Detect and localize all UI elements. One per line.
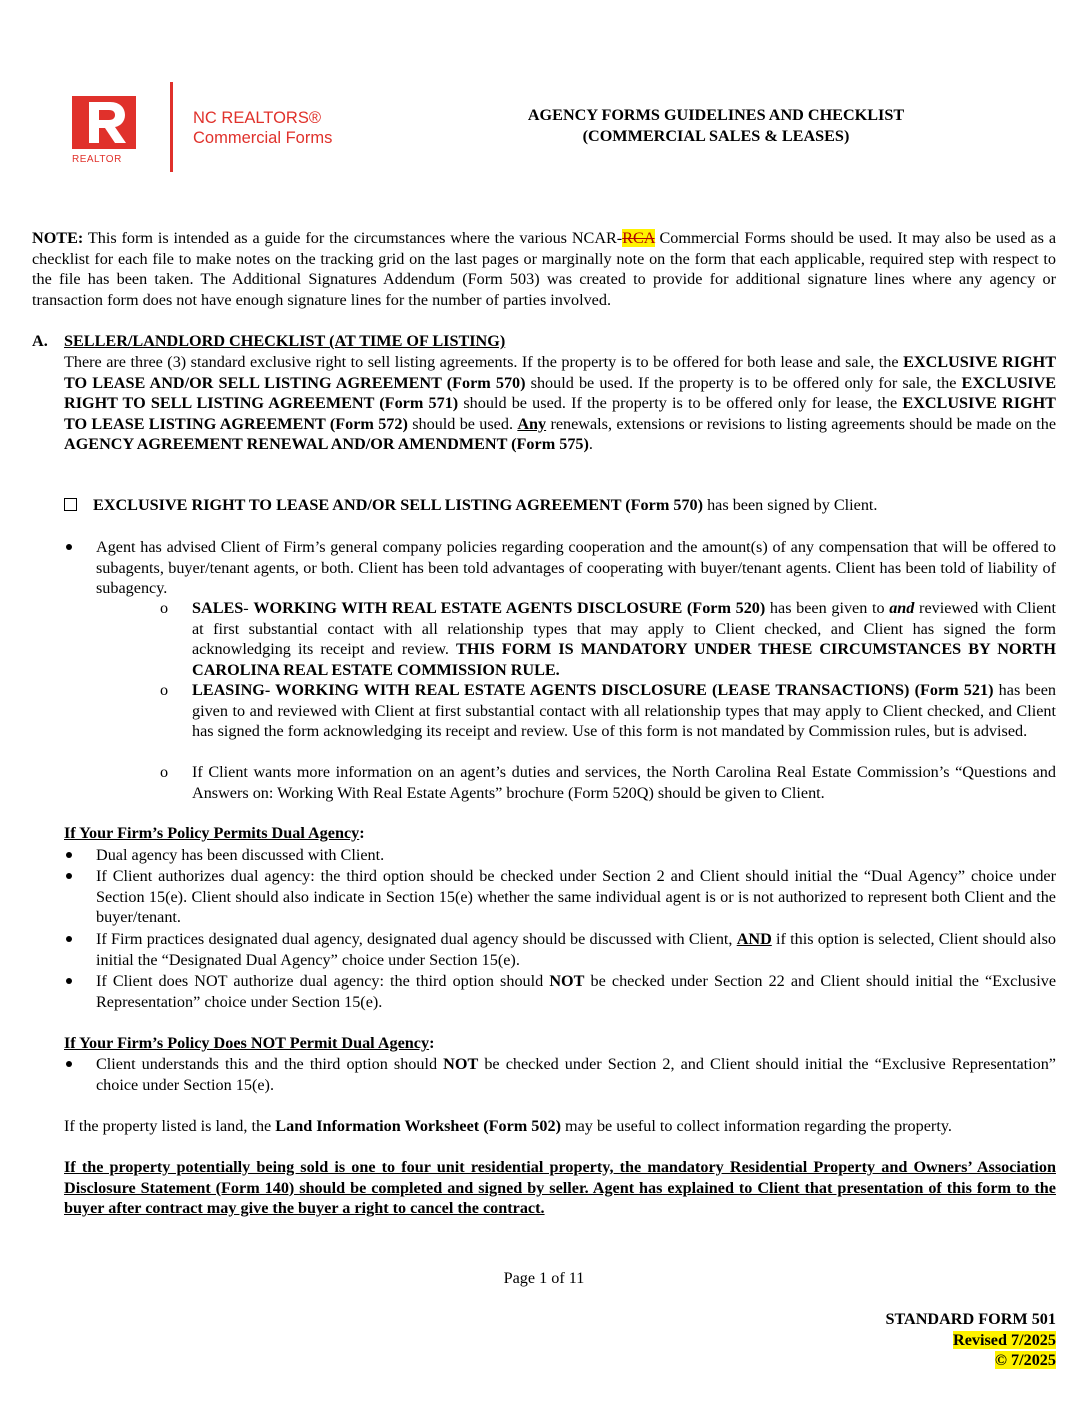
intro-text: should be used. If the property is to be offered only for sale, the [525, 373, 962, 392]
bullet-text: be checked under Section 22 and Client should initial the “Exclusive Representation” choice under Section 15(e). [96, 972, 1056, 1011]
intro-text: should be used. If the property is to be offered only for lease, the [458, 394, 903, 413]
land-paragraph [64, 1116, 1056, 1137]
permits-dual-agency-heading [64, 823, 1056, 844]
note-text1: This form is intended as a guide for the circumstances where the various NCAR- [83, 229, 623, 247]
section-a-intro [64, 352, 1056, 455]
heading-colon: : [359, 824, 365, 842]
note-label: NOTE: [32, 229, 84, 247]
page-number: Page 1 of 11 [503, 1269, 585, 1287]
checkbox-icon[interactable] [64, 498, 77, 511]
and-emphasis: AND [736, 930, 772, 948]
sub-item-form-520q: If Client wants more information on an agent’s duties and services, the North Carolina Real Estate Commission’s “Questions and Answers on: Working With Real Estate Agents” brochure (Form 520Q) should be given to Client. [192, 763, 1056, 802]
sub-item-text: - [243, 599, 254, 617]
note-text2: Commercial Forms should be used. It may also be used as a checklist for each file to make notes on the tracking grid on the last pages or marginally note on the form that each applicable, required step with respect to the file has been taken. The Additional Signatures Addendum (Form 503) was created to provide for additional signature lines where any agency or transaction form does not have enough signature lines for the number of parties involved. [32, 229, 1056, 309]
any-emphasis: Any [517, 414, 547, 433]
checklist-item-570 [64, 495, 1056, 516]
realtor-logo-icon [72, 96, 136, 149]
intro-text: . [588, 435, 593, 454]
sub-item-text: has been given to [765, 599, 890, 617]
checkbox-form-ref: EXCLUSIVE RIGHT TO LEASE AND/OR SELL LISTING AGREEMENT (Form 570) [93, 496, 704, 514]
sub-item-form-521 [192, 680, 1056, 742]
sub-item-text: reviewed with Client at first substantial contact with all relationship types that may apply to Client checked, and Client has signed the form acknowledging its receipt and review. [192, 599, 1057, 659]
not-permit-heading-text: If Your Firm’s Policy Does NOT Permit Dual Agency [64, 1034, 430, 1052]
not-permit-dual-agency-heading [64, 1033, 1056, 1054]
title-line1: AGENCY FORMS GUIDELINES AND CHECKLIST [527, 106, 905, 124]
logo-brand [193, 108, 332, 148]
permits-heading-text: If Your Firm’s Policy Permits Dual Agency [64, 824, 360, 842]
intro-text: should be used. [407, 414, 518, 433]
form-521-ref: LEASING- WORKING WITH REAL ESTATE AGENTS DISCLOSURE (LEASE TRANSACTIONS) (Form 521) [192, 681, 994, 699]
bullet-text: if this option is selected, Client should also initial the “Designated Dual Agency” choice under Section 15(e). [96, 930, 1056, 969]
logo-brand-line1: NC REALTORS® [193, 109, 321, 127]
bullet-icon [66, 873, 72, 879]
revised-date: Revised 7/2025 [953, 1330, 1056, 1349]
sub-bullet-icon: o [160, 763, 169, 781]
bullet-icon [66, 978, 72, 984]
sub-item-text: has been given to and reviewed with Client at first substantial contact with all relationship types that may apply to Client checked, and Client has signed the form acknowledging its receipt and review. Use of this form is not mandated by Commission rules, but is advised. [192, 681, 1056, 741]
sub-bullet-icon: o [160, 681, 169, 699]
form-572-ref: EXCLUSIVE RIGHT TO LEASE LISTING AGREEMENT (Form 572) [64, 394, 1056, 433]
standard-form-label: STANDARD FORM 501 [885, 1310, 1056, 1328]
form-575-ref: AGENCY AGREEMENT RENEWAL AND/OR AMENDMENT (Form 575) [64, 435, 589, 454]
bullet-icon [66, 936, 72, 942]
mandatory-notice: THIS FORM IS MANDATORY UNDER THESE CIRCUMSTANCES BY NORTH CAROLINA REAL ESTATE COMMISSION RULE. [192, 640, 1056, 679]
bullet-dual-discussed: Dual agency has been discussed with Client. [96, 846, 385, 864]
bullet-not-authorize-dual [96, 971, 1056, 1012]
land-text: may be useful to collect information regarding the property. [560, 1117, 952, 1135]
sub-item-form-520 [192, 598, 1056, 680]
form-520-ref: WORKING WITH REAL ESTATE AGENTS DISCLOSURE (Form 520) [253, 599, 766, 617]
logo-brand-line2: Commercial Forms [193, 129, 333, 147]
note-paragraph [32, 228, 1056, 310]
bullet-client-understands [96, 1054, 1056, 1095]
copyright: © 7/2025 [994, 1351, 1056, 1369]
not-emphasis: NOT [443, 1055, 479, 1073]
intro-text: renewals, extensions or revisions to listing agreements should be made on the [546, 414, 1056, 433]
sales-label: SALES [192, 599, 244, 617]
bullet-icon [66, 1061, 72, 1067]
title-line2: (COMMERCIAL SALES & LEASES) [582, 127, 850, 145]
logo-realtor-text: REALTOR [72, 154, 122, 165]
form-571-ref: EXCLUSIVE RIGHT TO SELL LISTING AGREEMENT (Form 571) [64, 373, 1056, 413]
residential-notice: If the property potentially being sold is one to four unit residential property, the mandatory Residential Property and Owners’ Association Disclosure Statement (Form 140) should be completed and signed by seller. Agent has explained to Client that presentation of this form to the buyer after contract may give the buyer a right to cancel the contract. [64, 1158, 1056, 1218]
form-570-ref: EXCLUSIVE RIGHT TO LEASE AND/OR SELL LISTING AGREEMENT (Form 570) [64, 353, 1056, 392]
bullet-compensation: Agent has advised Client of Firm’s general company policies regarding cooperation and the amount(s) of any compensation that will be offered to subagents, buyer/tenant agents, or both. Client has been told advantages of cooperating with buyer/tenant agents. Client has been told of liability of subagency. [96, 538, 1056, 598]
form-footer [885, 1309, 1056, 1371]
bullet-text: If Client does NOT authorize dual agency: the third option should [96, 972, 550, 990]
bullet-text: be checked under Section 2, and Client should initial the “Exclusive Representation” choice under Section 15(e). [96, 1055, 1056, 1094]
intro-text: There are three (3) standard exclusive right to sell listing agreements. If the property is to be offered for both lease and sale, the [64, 353, 904, 371]
struck-text: RCA [622, 229, 655, 247]
not-emphasis: NOT [549, 972, 585, 990]
bullet-icon [66, 544, 72, 550]
checkbox-text: has been signed by Client. [703, 496, 878, 514]
document-title [440, 105, 992, 147]
bullet-icon [66, 852, 72, 858]
bullet-designated-dual [96, 929, 1056, 970]
heading-colon: : [429, 1034, 435, 1052]
logo-divider [170, 82, 173, 172]
section-heading: SELLER/LANDLORD CHECKLIST (AT TIME OF LISTING) [64, 332, 506, 350]
sub-bullet-icon: o [160, 599, 169, 617]
bullet-text: Client understands this and the third option should [96, 1055, 444, 1073]
section-letter: A. [32, 332, 48, 350]
form-502-ref: Land Information Worksheet (Form 502) [275, 1117, 561, 1135]
bullet-text: If Firm practices designated dual agency, designated dual agency should be discussed with Client, [96, 930, 737, 948]
land-text: If the property listed is land, the [64, 1117, 276, 1135]
and-emphasis: and [889, 599, 915, 617]
bullet-authorizes-dual: If Client authorizes dual agency: the third option should be checked under Section 2 and Client should initial the “Dual Agency” choice under Section 15(e). Client should also indicate in Section 15(e) whether the same individual agent is or is not authorized to represent both Client and the buyer/tenant. [96, 867, 1056, 927]
